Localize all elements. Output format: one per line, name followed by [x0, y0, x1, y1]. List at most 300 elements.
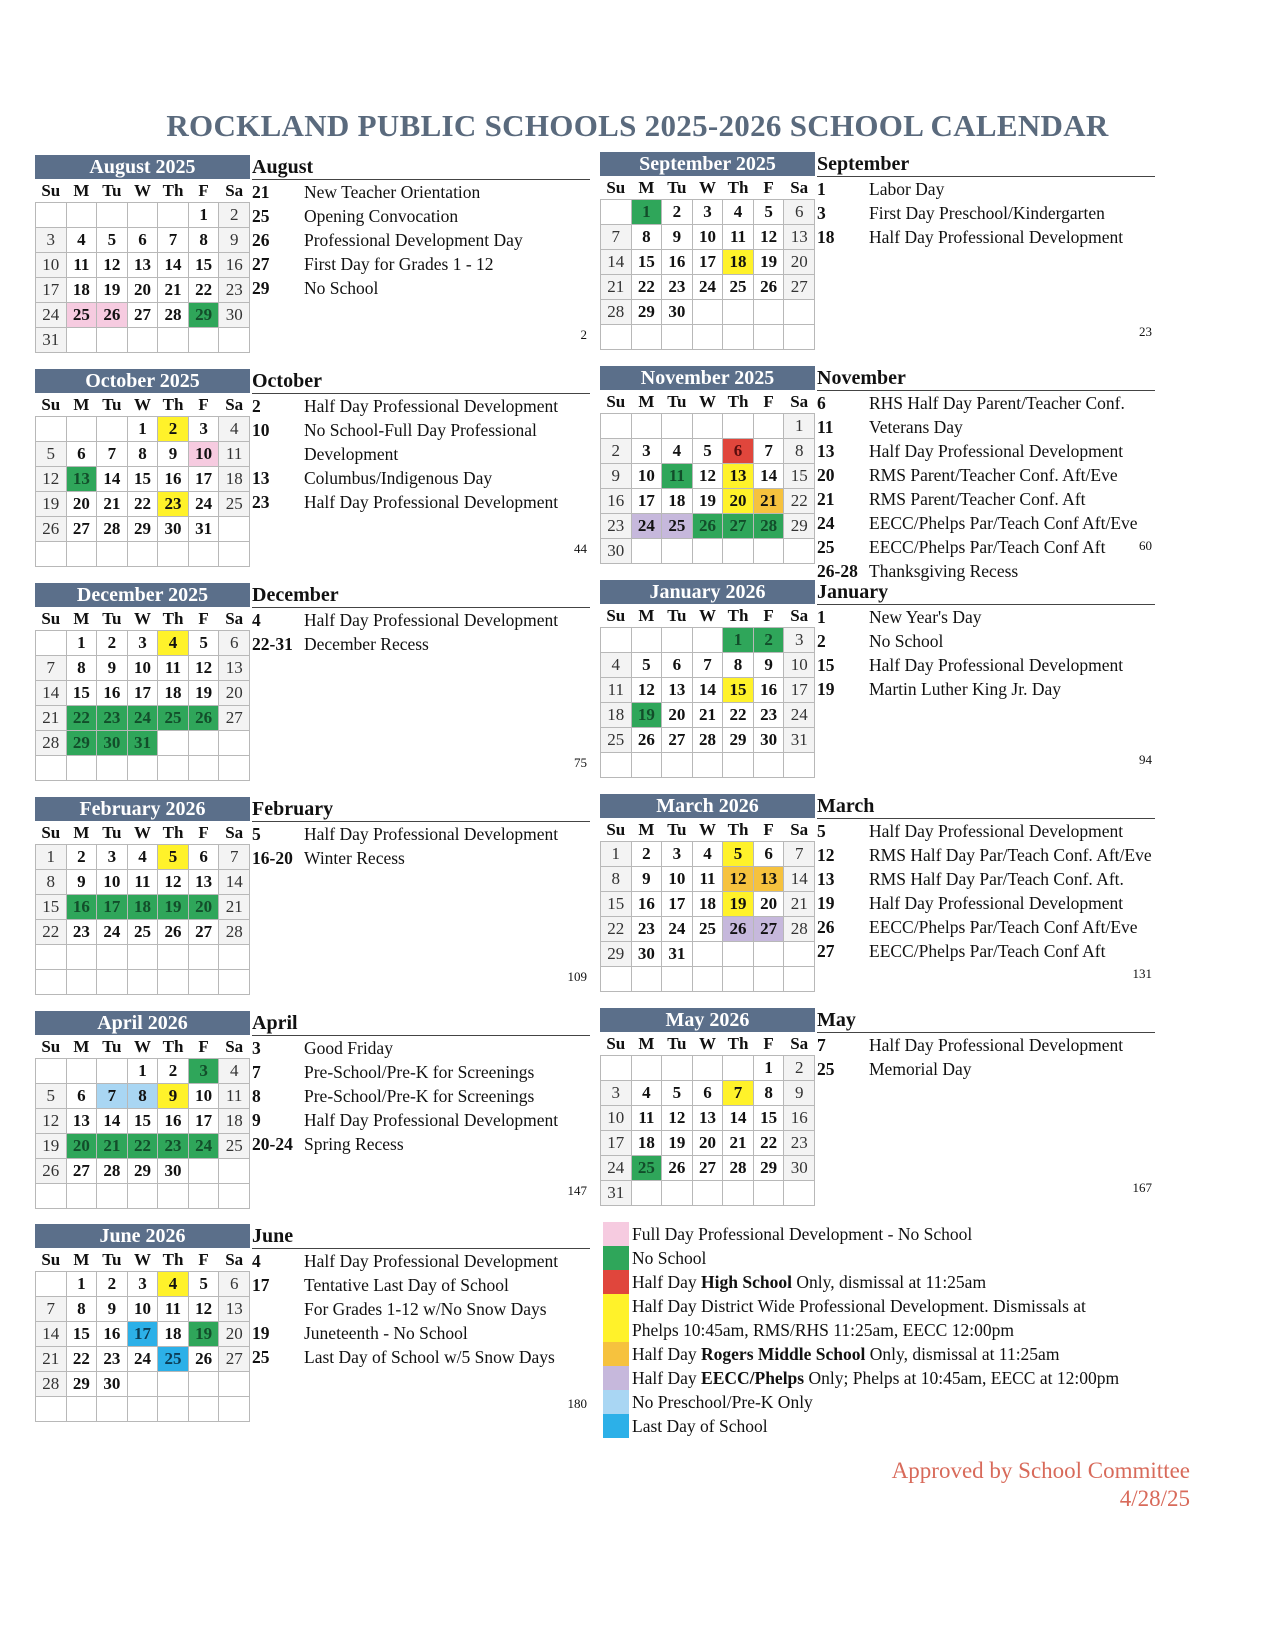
weekday-label: Th	[162, 180, 184, 200]
day-cell: 17	[784, 678, 815, 703]
legend-swatch	[603, 1270, 629, 1294]
day-cell: 21	[753, 489, 784, 514]
day-cell: 25	[219, 1134, 250, 1159]
empty-cell	[36, 1397, 67, 1422]
day-cell: 23	[601, 514, 632, 539]
event-description: Juneteenth - No School	[304, 1323, 468, 1343]
day-cell: 11	[631, 1106, 662, 1131]
weekday-label: Sa	[225, 394, 244, 414]
empty-cell	[188, 756, 219, 781]
legend-text: Half Day District Wide Professional Development. Dismissals at Phelps 10:45am, RMS/RHS 11:25am, EECC 12:00pm	[632, 1296, 1086, 1340]
weekday-label: Th	[162, 394, 184, 414]
empty-cell	[723, 414, 754, 439]
empty-cell	[36, 631, 67, 656]
empty-cell	[753, 942, 784, 967]
empty-cell	[723, 539, 754, 564]
weekday-label: Su	[41, 180, 61, 200]
event-description: New Year's Day	[869, 607, 982, 627]
day-cell: 18	[158, 1322, 189, 1347]
event-date: 20-24	[252, 1134, 293, 1154]
weekday-label: Sa	[225, 822, 244, 842]
empty-cell	[753, 300, 784, 325]
day-cell: 25	[692, 917, 723, 942]
day-cell: 25	[662, 514, 693, 539]
day-cell: 12	[97, 253, 128, 278]
empty-cell	[219, 1159, 250, 1184]
day-cell: 4	[692, 842, 723, 867]
day-cell: 30	[158, 1159, 189, 1184]
day-cell: 26	[723, 917, 754, 942]
event-date: 2	[817, 631, 826, 651]
day-cell: 6	[753, 842, 784, 867]
empty-cell	[219, 945, 250, 970]
day-cell: 18	[66, 278, 97, 303]
day-cell: 23	[219, 278, 250, 303]
empty-cell	[662, 967, 693, 992]
empty-cell	[36, 1059, 67, 1084]
weekday-label: W	[133, 1249, 151, 1269]
day-cell: 25	[66, 303, 97, 328]
legend-item-yellow	[603, 1294, 1223, 1342]
day-cell: 10	[601, 1106, 632, 1131]
day-cell: 25	[601, 728, 632, 753]
weekday-label: Tu	[667, 391, 687, 411]
empty-cell	[219, 328, 250, 353]
empty-cell	[127, 203, 158, 228]
day-cell: 30	[97, 1372, 128, 1397]
empty-cell	[631, 325, 662, 350]
day-cell: 16	[662, 250, 693, 275]
empty-cell	[784, 1181, 815, 1206]
day-cell: 3	[784, 628, 815, 653]
empty-cell	[158, 1397, 189, 1422]
day-cell: 15	[127, 1109, 158, 1134]
day-cell: 27	[127, 303, 158, 328]
empty-cell	[784, 539, 815, 564]
weekday-label: F	[198, 394, 209, 414]
day-cell: 5	[692, 439, 723, 464]
weekday-label: M	[73, 608, 90, 628]
weekday-label: Su	[606, 819, 626, 839]
weekday-label: Tu	[102, 394, 122, 414]
event-row	[252, 180, 590, 204]
day-cell: 6	[66, 442, 97, 467]
event-date: 12	[817, 845, 835, 865]
day-cell: 12	[753, 225, 784, 250]
event-description: Half Day Professional Development	[869, 1035, 1124, 1055]
event-row	[817, 915, 1155, 939]
empty-cell	[66, 1397, 97, 1422]
event-row	[252, 1321, 590, 1345]
day-cell: 27	[662, 728, 693, 753]
day-cell: 5	[188, 1272, 219, 1297]
event-row	[252, 1108, 590, 1132]
empty-cell	[723, 942, 754, 967]
school-day-count: 23	[1139, 324, 1152, 339]
day-cell: 9	[601, 464, 632, 489]
event-description: No School	[304, 278, 379, 298]
day-cell: 11	[66, 253, 97, 278]
event-description: Half Day Professional Development	[869, 441, 1124, 461]
day-cell: 5	[662, 1081, 693, 1106]
empty-cell	[66, 328, 97, 353]
event-row	[817, 487, 1155, 511]
empty-cell	[662, 325, 693, 350]
empty-cell	[631, 1056, 662, 1081]
day-cell: 16	[784, 1106, 815, 1131]
weekday-label: Su	[41, 1249, 61, 1269]
day-cell: 23	[753, 703, 784, 728]
day-cell: 25	[219, 492, 250, 517]
day-cell: 23	[97, 706, 128, 731]
day-cell: 17	[127, 1322, 158, 1347]
legend	[603, 1222, 1223, 1438]
event-date: 16-20	[252, 848, 293, 868]
approval-note	[892, 1457, 1190, 1513]
day-cell: 23	[158, 492, 189, 517]
event-row	[252, 608, 590, 632]
event-row	[817, 843, 1155, 867]
day-cell: 30	[753, 728, 784, 753]
day-cell: 10	[692, 225, 723, 250]
day-cell: 7	[219, 845, 250, 870]
legend-item-cyan	[603, 1414, 1223, 1438]
weekday-label: W	[133, 608, 151, 628]
day-cell: 26	[753, 275, 784, 300]
event-row	[817, 201, 1155, 225]
day-cell: 19	[188, 1322, 219, 1347]
empty-cell	[158, 328, 189, 353]
day-cell: 28	[97, 1159, 128, 1184]
day-cell: 3	[188, 1059, 219, 1084]
day-cell: 25	[723, 275, 754, 300]
day-cell: 7	[158, 228, 189, 253]
event-description: First Day for Grades 1 - 12	[304, 254, 494, 274]
empty-cell	[631, 1181, 662, 1206]
empty-cell	[662, 1181, 693, 1206]
legend-text: Half Day EECC/Phelps Only; Phelps at 10:45am, EECC at 12:00pm	[632, 1368, 1120, 1388]
events-list-march	[817, 794, 1155, 963]
event-description: RMS Half Day Par/Teach Conf. Aft/Eve	[869, 845, 1152, 865]
weekday-label: Sa	[790, 177, 809, 197]
event-description: Half Day Professional Development	[869, 655, 1124, 675]
day-cell: 29	[127, 1159, 158, 1184]
day-cell: 25	[127, 920, 158, 945]
event-row	[817, 819, 1155, 843]
weekday-label: Sa	[225, 1036, 244, 1056]
empty-cell	[631, 753, 662, 778]
empty-cell	[219, 1184, 250, 1209]
empty-cell	[158, 970, 189, 995]
month-header: April 2026	[35, 1011, 250, 1035]
day-cell: 29	[631, 300, 662, 325]
weekday-label: Su	[41, 1036, 61, 1056]
day-cell: 9	[631, 867, 662, 892]
day-cell: 13	[784, 225, 815, 250]
day-cell: 21	[97, 492, 128, 517]
day-cell: 31	[662, 942, 693, 967]
empty-cell	[753, 753, 784, 778]
day-cell: 12	[692, 464, 723, 489]
day-cell: 9	[662, 225, 693, 250]
month-calendar-october	[35, 369, 250, 567]
event-date: 17	[252, 1275, 270, 1295]
empty-cell	[97, 542, 128, 567]
day-cell: 31	[784, 728, 815, 753]
day-cell: 14	[97, 467, 128, 492]
event-date: 19	[817, 679, 835, 699]
weekday-label: M	[638, 819, 655, 839]
empty-cell	[723, 753, 754, 778]
event-date: 4	[252, 610, 261, 630]
month-header: May 2026	[600, 1008, 815, 1032]
weekday-label: Th	[727, 1033, 749, 1053]
weekday-label: W	[698, 605, 716, 625]
month-calendar-january	[600, 580, 815, 778]
day-cell: 26	[36, 1159, 67, 1184]
day-cell: 16	[66, 895, 97, 920]
legend-swatch	[603, 1342, 629, 1366]
day-cell: 30	[158, 517, 189, 542]
day-cell: 17	[662, 892, 693, 917]
event-date: 3	[817, 203, 826, 223]
event-date	[252, 442, 304, 466]
day-cell: 9	[66, 870, 97, 895]
month-header: March 2026	[600, 794, 815, 818]
weekday-label: W	[133, 822, 151, 842]
day-cell: 10	[662, 867, 693, 892]
day-cell: 18	[601, 703, 632, 728]
event-date: 6	[817, 393, 826, 413]
day-cell: 6	[66, 1084, 97, 1109]
empty-cell	[692, 325, 723, 350]
day-cell: 27	[219, 706, 250, 731]
weekday-label: M	[73, 394, 90, 414]
day-cell: 8	[36, 870, 67, 895]
empty-cell	[601, 967, 632, 992]
weekday-label: Sa	[225, 1249, 244, 1269]
day-cell: 31	[601, 1181, 632, 1206]
legend-item-green	[603, 1246, 1223, 1270]
day-cell: 14	[97, 1109, 128, 1134]
events-list-october	[252, 369, 590, 514]
weekday-label: Th	[727, 605, 749, 625]
weekday-label: M	[73, 1249, 90, 1269]
day-cell: 18	[219, 467, 250, 492]
event-date: 9	[252, 1110, 261, 1130]
event-date: 26	[817, 917, 835, 937]
day-cell: 30	[662, 300, 693, 325]
school-day-count: 60	[1139, 538, 1152, 553]
day-cell: 14	[219, 870, 250, 895]
events-list-january	[817, 580, 1155, 701]
day-cell: 18	[219, 1109, 250, 1134]
day-cell: 30	[601, 539, 632, 564]
day-cell: 2	[97, 631, 128, 656]
empty-cell	[601, 753, 632, 778]
empty-cell	[662, 1056, 693, 1081]
legend-swatch	[603, 1414, 629, 1438]
event-row	[817, 677, 1155, 701]
event-row	[252, 822, 590, 846]
weekday-label: Tu	[667, 819, 687, 839]
day-cell: 26	[631, 728, 662, 753]
day-cell: 27	[784, 275, 815, 300]
event-date: 13	[252, 468, 270, 488]
day-cell: 29	[66, 1372, 97, 1397]
day-cell: 14	[784, 867, 815, 892]
day-cell: 4	[127, 845, 158, 870]
month-header: December 2025	[35, 583, 250, 607]
empty-cell	[784, 325, 815, 350]
day-cell: 21	[158, 278, 189, 303]
event-date: 19	[817, 893, 835, 913]
day-cell: 11	[219, 1084, 250, 1109]
day-cell: 11	[723, 225, 754, 250]
day-cell: 25	[158, 1347, 189, 1372]
empty-cell	[188, 542, 219, 567]
day-cell: 2	[97, 1272, 128, 1297]
day-cell: 7	[36, 656, 67, 681]
day-cell: 20	[66, 492, 97, 517]
empty-cell	[219, 756, 250, 781]
event-date: 7	[817, 1035, 826, 1055]
day-cell: 26	[36, 517, 67, 542]
school-day-count: 167	[1132, 1180, 1152, 1195]
empty-cell	[97, 756, 128, 781]
event-row	[252, 252, 590, 276]
empty-cell	[36, 945, 67, 970]
event-row	[817, 1033, 1155, 1057]
day-cell: 12	[631, 678, 662, 703]
weekday-label: W	[698, 177, 716, 197]
day-cell: 2	[753, 628, 784, 653]
day-cell: 21	[601, 275, 632, 300]
day-cell: 10	[631, 464, 662, 489]
event-description: Half Day Professional Development	[869, 893, 1124, 913]
empty-cell	[97, 417, 128, 442]
day-cell: 17	[692, 250, 723, 275]
day-cell: 7	[601, 225, 632, 250]
day-cell: 5	[36, 1084, 67, 1109]
day-cell: 7	[723, 1081, 754, 1106]
day-cell: 9	[158, 1084, 189, 1109]
event-description: RHS Half Day Parent/Teacher Conf.	[869, 393, 1125, 413]
event-row	[817, 391, 1155, 415]
day-cell: 15	[631, 250, 662, 275]
legend-item-orange	[603, 1342, 1223, 1366]
day-cell: 11	[219, 442, 250, 467]
day-cell: 14	[723, 1106, 754, 1131]
day-cell: 18	[631, 1131, 662, 1156]
month-calendar-march	[600, 794, 815, 992]
event-row	[252, 1249, 590, 1273]
weekday-label: Tu	[667, 177, 687, 197]
day-cell: 20	[692, 1131, 723, 1156]
day-cell: 15	[127, 467, 158, 492]
school-day-count: 94	[1139, 752, 1152, 767]
day-cell: 14	[692, 678, 723, 703]
day-cell: 13	[753, 867, 784, 892]
empty-cell	[692, 1056, 723, 1081]
day-cell: 22	[66, 1347, 97, 1372]
empty-cell	[753, 325, 784, 350]
day-cell: 18	[158, 681, 189, 706]
empty-cell	[97, 1184, 128, 1209]
events-month-title: November	[817, 366, 1155, 391]
event-row	[252, 1297, 590, 1321]
day-cell: 19	[188, 681, 219, 706]
empty-cell	[97, 328, 128, 353]
empty-cell	[158, 203, 189, 228]
day-cell: 7	[784, 842, 815, 867]
empty-cell	[723, 1056, 754, 1081]
event-description: Thanksgiving Recess	[869, 561, 1019, 581]
empty-cell	[97, 203, 128, 228]
weekday-label: M	[638, 1033, 655, 1053]
empty-cell	[692, 942, 723, 967]
empty-cell	[753, 1181, 784, 1206]
event-row	[817, 939, 1155, 963]
day-cell: 15	[784, 464, 815, 489]
weekday-label: M	[73, 822, 90, 842]
event-row	[817, 439, 1155, 463]
weekday-label: Sa	[790, 819, 809, 839]
weekday-label: M	[638, 177, 655, 197]
event-description: No School-Full Day Professional	[304, 420, 537, 440]
day-cell: 1	[601, 842, 632, 867]
day-cell: 24	[36, 303, 67, 328]
event-row	[252, 1273, 590, 1297]
event-date: 2	[252, 396, 261, 416]
day-cell: 13	[188, 870, 219, 895]
day-cell: 11	[127, 870, 158, 895]
event-row	[817, 891, 1155, 915]
empty-cell	[127, 945, 158, 970]
weekday-label: W	[133, 394, 151, 414]
event-description: EECC/Phelps Par/Teach Conf Aft/Eve	[869, 917, 1138, 937]
event-row	[817, 511, 1155, 535]
school-day-count: 180	[567, 1396, 587, 1411]
legend-item-lavender	[603, 1366, 1223, 1390]
day-cell: 15	[753, 1106, 784, 1131]
event-date: 26	[252, 230, 270, 250]
day-cell: 6	[219, 631, 250, 656]
day-cell: 26	[188, 706, 219, 731]
month-calendar-september	[600, 152, 815, 350]
day-cell: 20	[66, 1134, 97, 1159]
day-cell: 6	[784, 200, 815, 225]
day-cell: 10	[127, 656, 158, 681]
day-cell: 18	[662, 489, 693, 514]
day-cell: 6	[219, 1272, 250, 1297]
empty-cell	[66, 970, 97, 995]
day-cell: 23	[662, 275, 693, 300]
weekday-label: Sa	[225, 180, 244, 200]
empty-cell	[36, 417, 67, 442]
event-description: First Day Preschool/Kindergarten	[869, 203, 1105, 223]
weekday-label: F	[763, 1033, 774, 1053]
event-description: Half Day Professional Development	[304, 492, 559, 512]
event-description: Memorial Day	[869, 1059, 972, 1079]
event-description: EECC/Phelps Par/Teach Conf Aft/Eve	[869, 513, 1138, 533]
empty-cell	[36, 1184, 67, 1209]
day-cell: 27	[692, 1156, 723, 1181]
day-cell: 9	[753, 653, 784, 678]
approval-date: 4/28/25	[1119, 1486, 1190, 1511]
day-cell: 19	[97, 278, 128, 303]
event-row	[817, 463, 1155, 487]
